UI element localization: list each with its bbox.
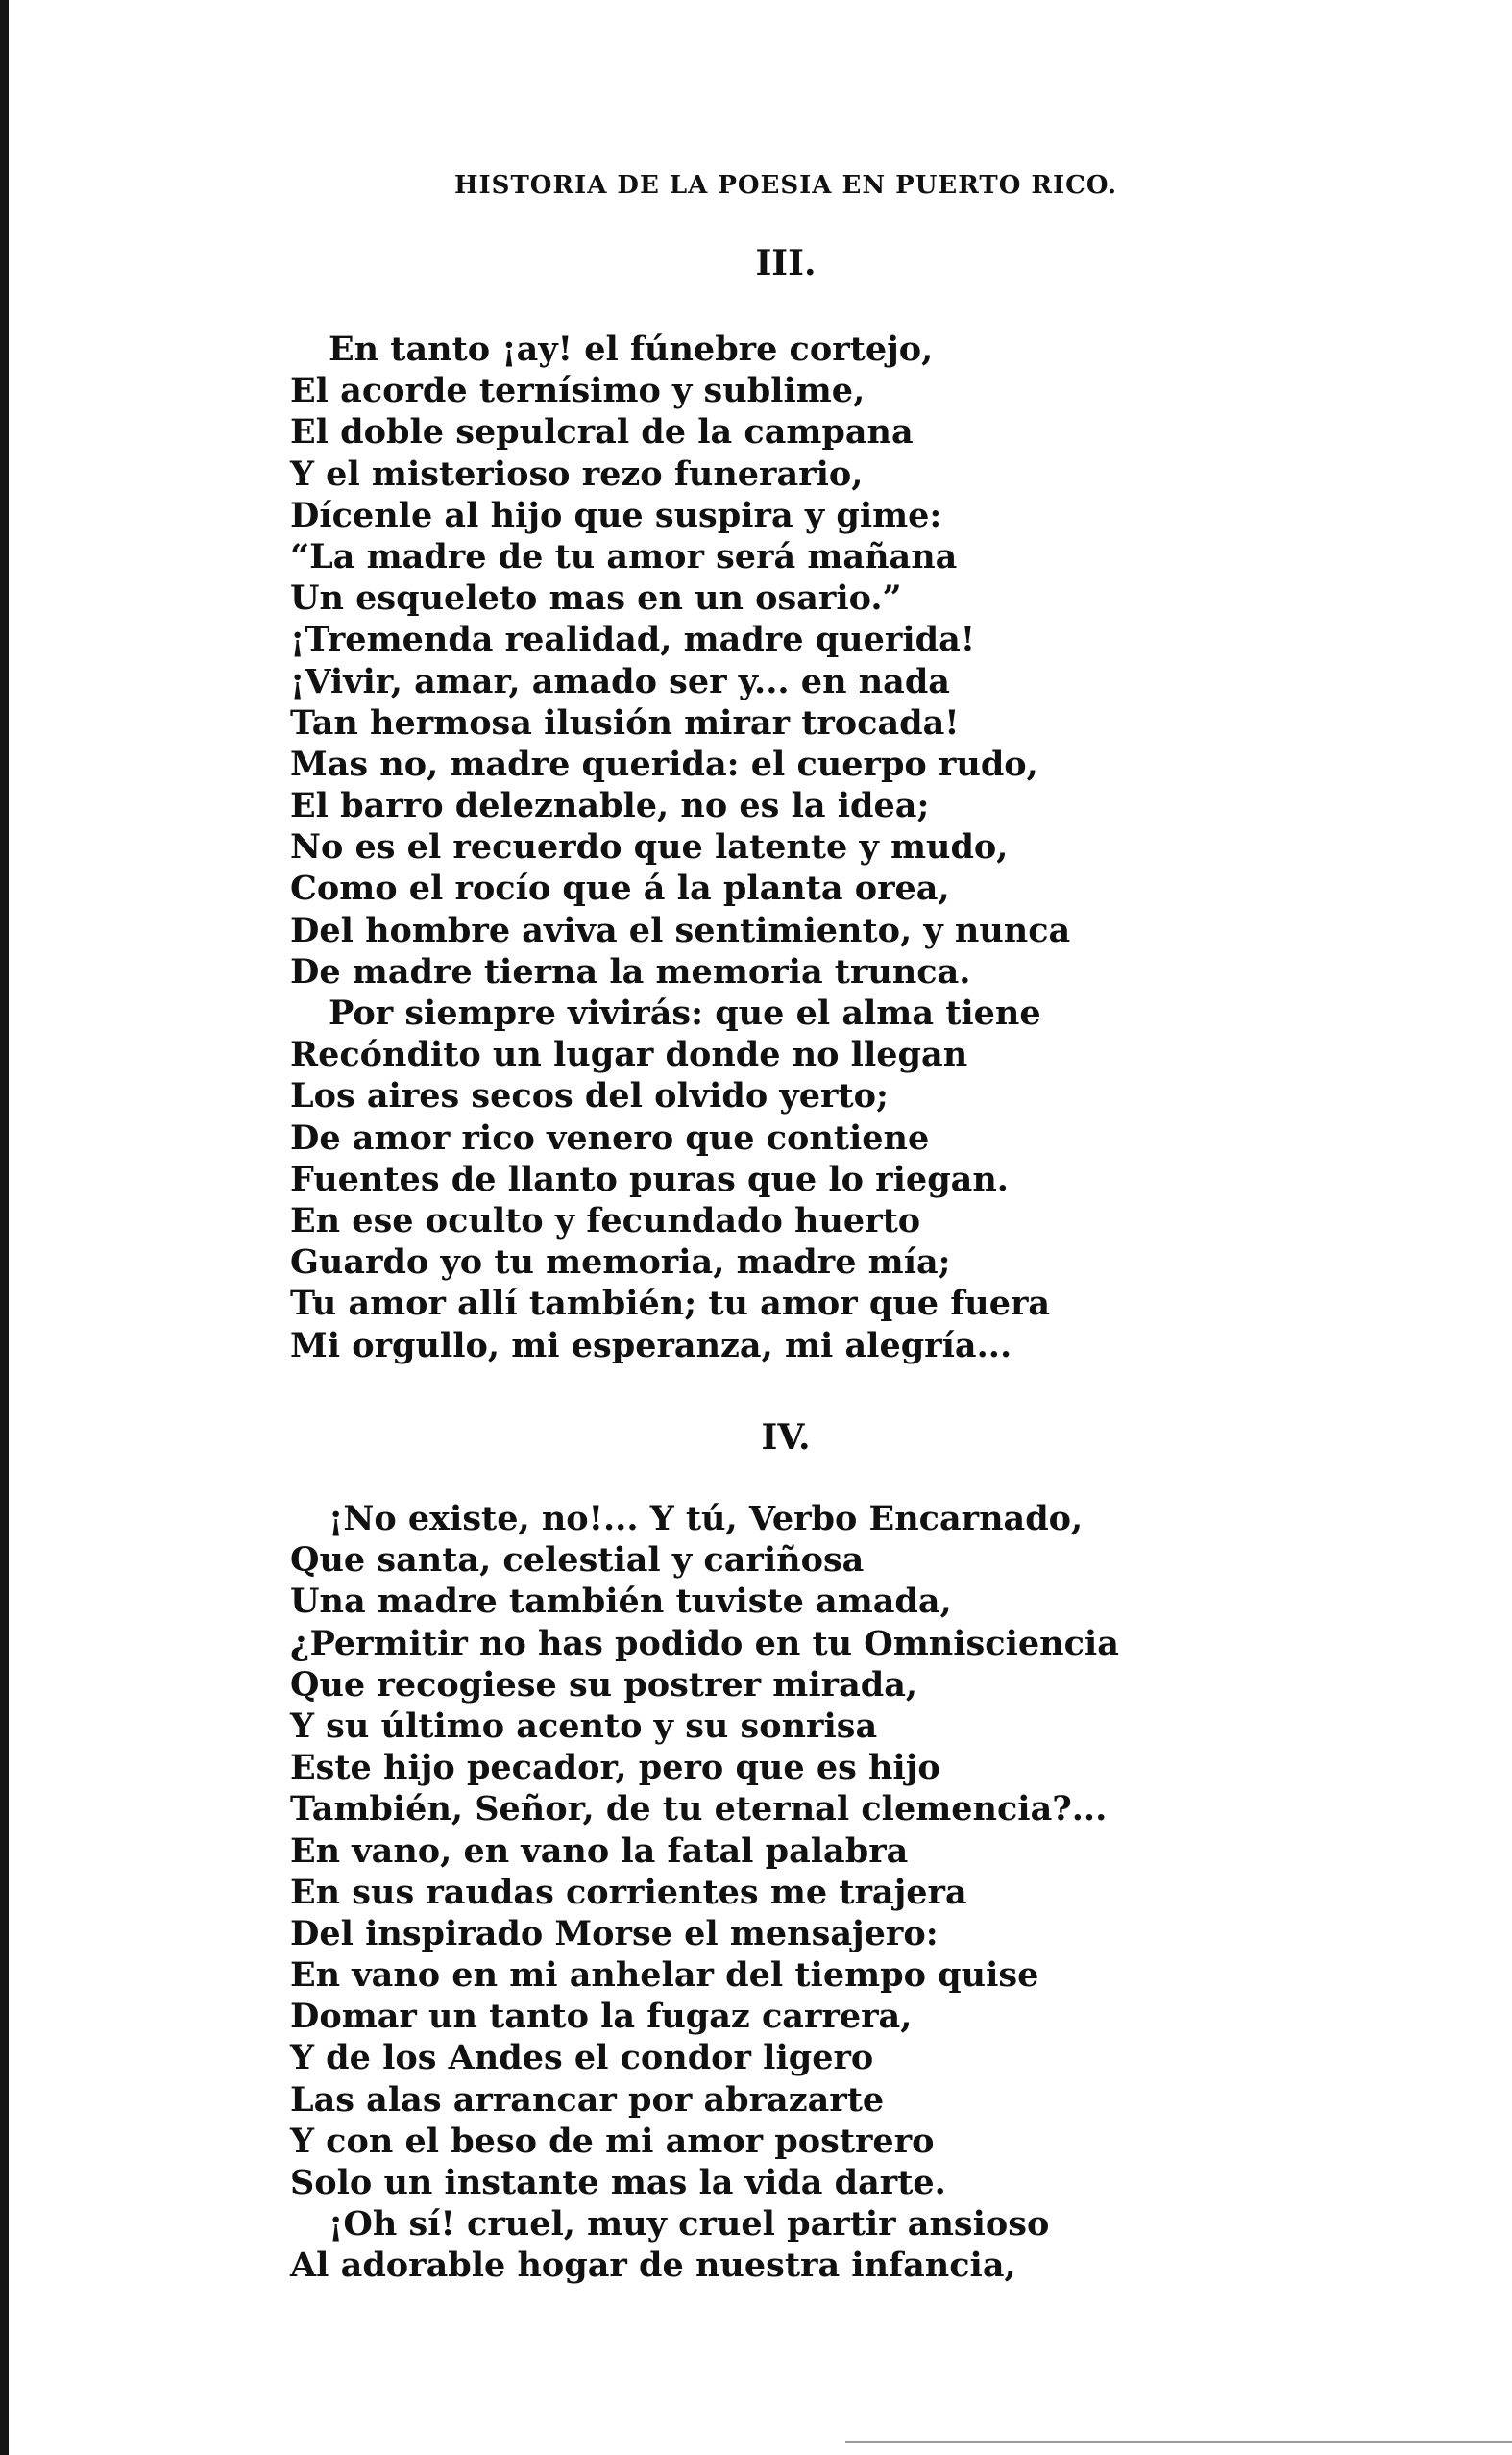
verse-line: Y con el beso de mi amor postrero: [290, 2121, 935, 2161]
verse-line: Que santa, celestial y cariñosa: [290, 1540, 865, 1581]
verse-line: El barro deleznable, no es la idea;: [290, 786, 930, 826]
verse-line: Y su último acento y su sonrisa: [290, 1706, 878, 1746]
verse-line: Un esqueleto mas en un osario.”: [290, 578, 902, 619]
verse-line: Este hijo pecador, pero que es hijo: [290, 1748, 940, 1788]
verse-line: Guardo yo tu memoria, madre mía;: [290, 1242, 951, 1283]
poem-section-iv: [290, 1498, 1119, 2287]
verse-line: En tanto ¡ay! el fúnebre cortejo,: [329, 330, 934, 369]
verse-line: Recóndito un lugar donde no llegan: [290, 1035, 968, 1075]
verse-line: ¡Vivir, amar, amado ser y... en nada: [290, 661, 950, 701]
poem-section-iii: [290, 329, 1070, 1366]
verse-line: Por siempre vivirás: que el alma tiene: [329, 994, 1041, 1033]
verse-line: Y el misterioso rezo funerario,: [290, 454, 864, 494]
verse-line: No es el recuerdo que latente y mudo,: [290, 827, 1009, 868]
verse-line: Solo un instante mas la vida darte.: [290, 2163, 946, 2202]
verse-line: Al adorable hogar de nuestra infancia,: [290, 2246, 1016, 2286]
section-number-iv: IV.: [761, 1417, 811, 1458]
verse-line: ¡Oh sí! cruel, muy cruel partir ansioso: [329, 2204, 1050, 2245]
verse-line: También, Señor, de tu eternal clemencia?...: [290, 1789, 1108, 1829]
verse-line: Del hombre aviva el sentimiento, y nunca: [290, 910, 1071, 950]
verse-line: El acorde ternísimo y sublime,: [290, 371, 866, 411]
bottom-rule: [845, 2441, 1512, 2443]
verse-line: Domar un tanto la fugaz carrera,: [290, 1997, 913, 2037]
running-head: HISTORIA DE LA POESIA EN PUERTO RICO.: [453, 171, 1118, 200]
verse-line: Las alas arrancar por abrazarte: [290, 2079, 885, 2120]
verse-line: ¡No existe, no!... Y tú, Verbo Encarnado,: [329, 1499, 1084, 1538]
verse-line: Del inspirado Morse el mensajero:: [290, 1913, 939, 1953]
verse-line: Una madre también tuviste amada,: [290, 1582, 952, 1622]
verse-line: En ese oculto y fecundado huerto: [290, 1200, 921, 1240]
verse-line: Los aires secos del olvido yerto;: [290, 1076, 889, 1117]
section-number-iii: III.: [755, 243, 817, 283]
verse-line: Y de los Andes el condor ligero: [290, 2038, 874, 2078]
verse-line: En vano en mi anhelar del tiempo quise: [290, 1955, 1039, 1996]
verse-line: Que recogiese su postrer mirada,: [290, 1664, 918, 1705]
verse-line: En vano, en vano la fatal palabra: [290, 1830, 909, 1871]
verse-line: Tu amor allí también; tu amor que fuera: [290, 1284, 1051, 1324]
verse-line: “La madre de tu amor será mañana: [290, 536, 958, 577]
verse-line: De amor rico venero que contiene: [290, 1117, 930, 1158]
verse-line: Mi orgullo, mi esperanza, mi alegría...: [290, 1325, 1012, 1365]
verse-line: Como el rocío que á la planta orea,: [290, 869, 950, 909]
verse-line: El doble sepulcral de la campana: [290, 412, 914, 453]
verse-line: Fuentes de llanto puras que lo riegan.: [290, 1159, 1009, 1199]
page-binding-edge: [0, 0, 9, 2455]
verse-line: Dícenle al hijo que suspira y gime:: [290, 495, 942, 535]
verse-line: ¡Tremenda realidad, madre querida!: [290, 620, 976, 660]
verse-line: En sus raudas corrientes me trajera: [290, 1872, 967, 1912]
verse-line: Mas no, madre querida: el cuerpo rudo,: [290, 744, 1038, 784]
verse-line: ¿Permitir no has podido en tu Omnisciencia: [290, 1623, 1119, 1663]
verse-line: Tan hermosa ilusión mirar trocada!: [290, 702, 960, 743]
verse-line: De madre tierna la memoria trunca.: [290, 951, 971, 992]
